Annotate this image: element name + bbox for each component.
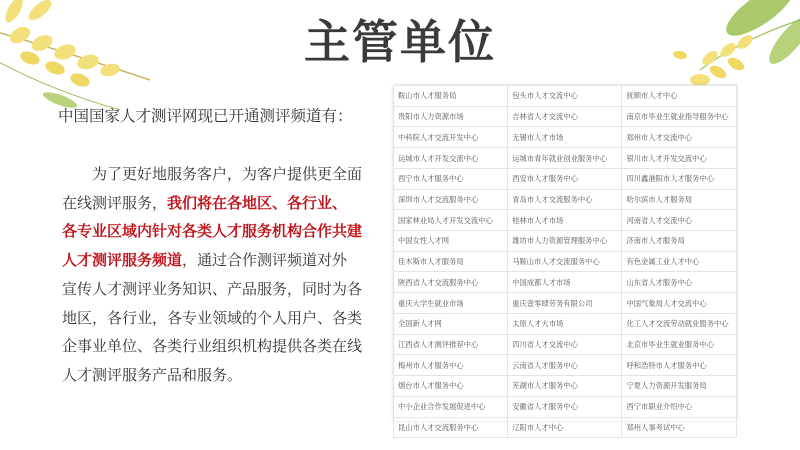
table-row [394, 168, 737, 189]
organization-table [393, 85, 737, 438]
table-cell: 郑州市人才交流中心 [622, 127, 737, 148]
table-cell: 哈尔滨市人才服务局 [622, 189, 737, 210]
table-row [394, 106, 737, 127]
table-row [394, 251, 737, 272]
table-cell: 中国气象局人才交流中心 [622, 293, 737, 314]
table-cell: 无锡市人才市场 [508, 127, 622, 148]
table-row [394, 148, 737, 169]
table-row [394, 272, 737, 293]
table-cell: 济南市人才服务局 [622, 231, 737, 252]
page-title: 主管单位 [304, 15, 496, 69]
table-row [394, 334, 737, 355]
table-cell: 潍坊市人力资源管理服务中心 [508, 231, 622, 252]
intro-text: 中国国家人才测评网现已开通测评频道有： [58, 107, 353, 125]
table-cell: 吉林省人才交流中心 [508, 106, 622, 127]
table-cell: 桂林市人才市场 [508, 210, 622, 231]
table-cell: 西宁市人才服务中心 [394, 168, 508, 189]
table-cell: 郑州人事考试中心 [622, 417, 737, 438]
table-cell: 安徽省人才服务中心 [508, 396, 622, 417]
table-cell: 西安市人才服务中心 [508, 168, 622, 189]
table-row [394, 210, 737, 231]
table-cell: 中科院人才交流开发中心 [394, 127, 508, 148]
table-cell: 中国女性人才网 [394, 231, 508, 252]
table-cell: 有色金属工业人才中心 [622, 251, 737, 272]
table-cell: 宁夏人力资源开发服务局 [622, 376, 737, 397]
table-cell: 深圳市人才交流服务中心 [394, 189, 508, 210]
table-row [394, 313, 737, 334]
table-cell: 芜湖市人才服务中心 [508, 376, 622, 397]
table-cell: 辽阳市人才中心 [508, 417, 622, 438]
paragraph-highlight: 我们将在各地区、各行业、各专业区域内针对各类人才服务机构合作共建人才测评服务频道 [62, 193, 363, 270]
table-cell: 太原人才大市场 [508, 313, 622, 334]
table-cell: 全国新人才网 [394, 313, 508, 334]
table-cell: 昆山市人才交流服务中心 [394, 417, 508, 438]
table-cell: 河南省人才交流中心 [622, 210, 737, 231]
table-cell: 西宁市职业介绍中心 [622, 396, 737, 417]
table-cell: 梅州市人才服务中心 [394, 355, 508, 376]
paragraph-part2: ，通过合作测评频道对外宣传人才测评业务知识、产品服务，同时为各地区，各行业，各专业领域的个人用户、各类企事业单位、各类行业组织机构提供各类在线人才测评服务产品和服务。 [62, 251, 363, 384]
table-row [394, 127, 737, 148]
table-cell: 运城市青年就业创业服务中心 [508, 148, 622, 169]
table-cell: 中小企业合作发展促进中心 [394, 396, 508, 417]
table-cell: 山东省人才服务中心 [622, 272, 737, 293]
table-cell: 重庆壹零肆劳务有限公司 [508, 293, 622, 314]
table-cell: 南京市毕业生就业指导服务中心 [622, 106, 737, 127]
table-cell: 运城市人才开发交流中心 [394, 148, 508, 169]
table-cell: 佳木斯市人才服务局 [394, 251, 508, 272]
description-paragraph [62, 160, 362, 390]
table-cell: 包头市人才交流中心 [508, 86, 622, 107]
paragraph-part1: 为了更好地服务客户，为客户提供更全面在线测评服务， [62, 165, 363, 212]
table-row [394, 376, 737, 397]
table-row [394, 396, 737, 417]
table-cell: 国家林业局人才开发交流中心 [394, 210, 508, 231]
table-row [394, 189, 737, 210]
table-row [394, 417, 737, 438]
table-cell: 贵阳市人力资源市场 [394, 106, 508, 127]
table-cell: 北京市毕业生就业服务中心 [622, 334, 737, 355]
table-cell: 四川鑫港阳市人才服务中心 [622, 168, 737, 189]
table-cell: 马鞍山市人才交流服务中心 [508, 251, 622, 272]
organization-table-panel [393, 85, 737, 432]
table-cell: 陕西省人才交流服务中心 [394, 272, 508, 293]
table-cell: 鞍山市人才服务局 [394, 86, 508, 107]
table-cell: 中国成都人才市场 [508, 272, 622, 293]
table-row [394, 355, 737, 376]
table-cell: 青岛市人才交流服务中心 [508, 189, 622, 210]
table-row [394, 86, 737, 107]
table-cell: 江西省人才测评推荐中心 [394, 334, 508, 355]
organization-table-body [394, 86, 737, 438]
table-cell: 呼和浩特市人才服务中心 [622, 355, 737, 376]
table-cell: 烟台市人才服务中心 [394, 376, 508, 397]
table-row [394, 293, 737, 314]
table-cell: 四川省人才交流中心 [508, 334, 622, 355]
table-row [394, 231, 737, 252]
table-cell: 化工人才交流劳动就业服务中心 [622, 313, 737, 334]
table-cell: 云南省人才服务中心 [508, 355, 622, 376]
table-cell: 重庆大学生就业市场 [394, 293, 508, 314]
table-cell: 银川市人才开发交流中心 [622, 148, 737, 169]
table-cell: 抚顺市人才中心 [622, 86, 737, 107]
